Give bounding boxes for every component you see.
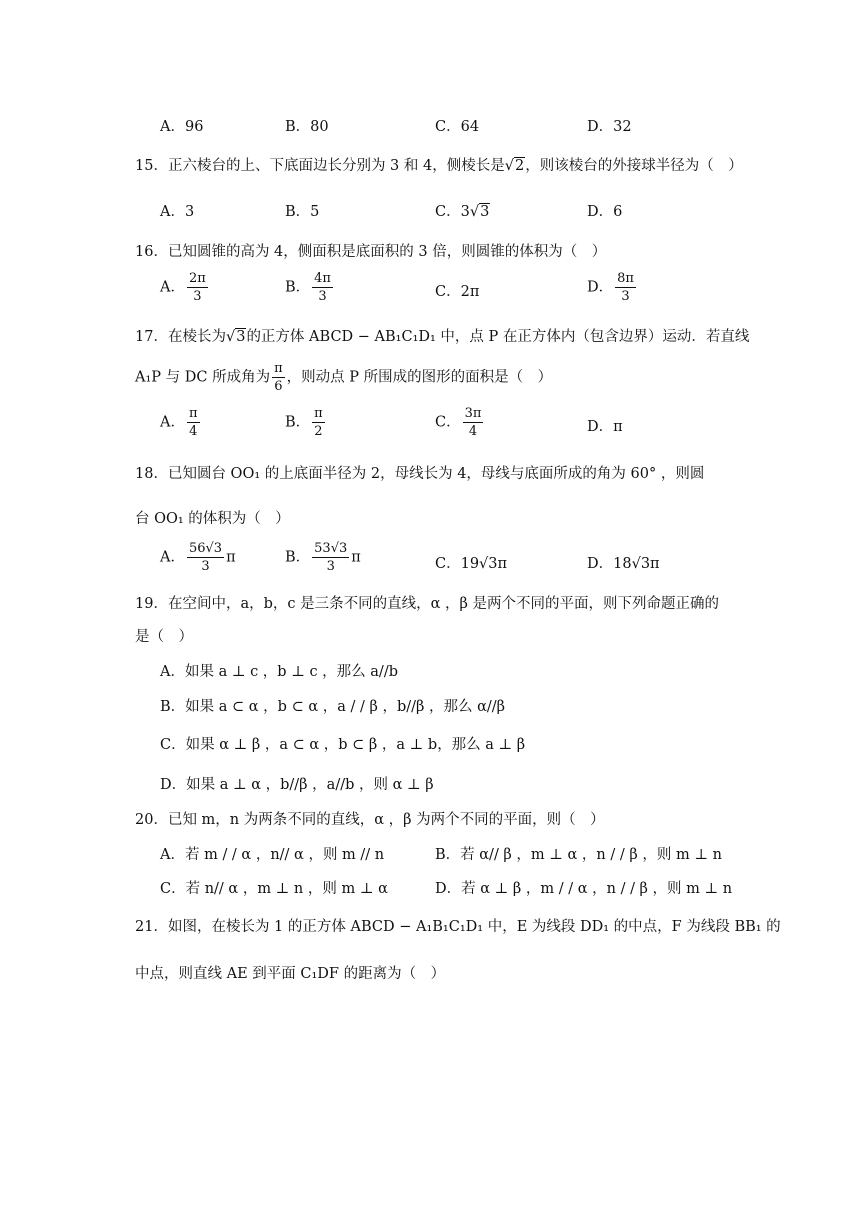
- q14-option-c: C．64: [435, 119, 480, 135]
- q16-option-b: [285, 270, 335, 305]
- q17-line2-pre: A₁P 与 DC 所成角为: [135, 369, 271, 386]
- fraction-denominator: 3: [201, 559, 210, 574]
- q21-line1: 21．如图，在棱长为 1 的正方体 ABCD − A₁B₁C₁D₁ 中，E 为线段 DD₁ 的中点，F 为线段 BB₁ 的: [135, 919, 781, 935]
- q17-option-a-fraction: [187, 405, 200, 440]
- q18-option-b-fraction: [312, 540, 349, 575]
- q18-option-a: [160, 540, 236, 575]
- q17-line2-fraction: [272, 360, 285, 395]
- q17-option-b: [285, 405, 327, 440]
- q16-option-a-label: A．: [160, 279, 185, 296]
- q17-line1: 17．在棱长为√3的正方体 ABCD − AB₁C₁D₁ 中，点 P 在正方体内（包含边界）运动．若直线: [135, 329, 750, 345]
- q16-option-a-fraction: [187, 270, 208, 305]
- q18-line2: 台 OO₁ 的体积为（ ）: [135, 511, 290, 527]
- q17-option-c-label: C．: [435, 414, 461, 431]
- q15-stem-radicand: 2: [514, 158, 525, 174]
- q18-option-d: D．18√3π: [587, 556, 660, 572]
- fraction-denominator: 6: [274, 379, 283, 394]
- q18-option-b-tail: π: [351, 549, 361, 566]
- q18-option-b-label: B．: [285, 549, 311, 566]
- q17-option-a: [160, 405, 202, 440]
- fraction-denominator: 3: [318, 289, 327, 304]
- fraction-numerator: π: [188, 406, 198, 421]
- q17-option-d: D．π: [587, 419, 623, 435]
- q18-option-b: [285, 540, 361, 575]
- q19-line1: 19．在空间中，a，b，c 是三条不同的直线，α ，β 是两个不同的平面，则下列命题正确的: [135, 596, 719, 612]
- q20-option-b: B．若 α// β ，m ⊥ α ，n / / β ，则 m ⊥ n: [435, 847, 722, 863]
- q14-option-b: B．80: [285, 119, 329, 135]
- q17-line1-post: 的正方体 ABCD − AB₁C₁D₁ 中，点 P 在正方体内（包含边界）运动．若直线: [246, 329, 750, 345]
- fraction-denominator: 2: [314, 424, 323, 439]
- q15-option-c-text: C．3: [435, 204, 470, 220]
- fraction-numerator: 4π: [314, 271, 331, 286]
- q15-stem-post: ，则该棱台的外接球半径为（ ）: [525, 158, 743, 174]
- q19-option-c: [160, 733, 525, 754]
- q20-option-d: D．若 α ⊥ β ，m / / α ，n / / β ，则 m ⊥ n: [435, 881, 733, 897]
- q16-option-d-fraction: [615, 270, 636, 305]
- q18-option-a-fraction: [187, 540, 224, 575]
- q17-option-b-fraction: [312, 405, 325, 440]
- q14-option-d: D．32: [587, 119, 632, 135]
- q19-option-c-post: ，那么 a ⊥ β: [437, 737, 526, 753]
- fraction-numerator: 2π: [188, 271, 206, 286]
- q18-option-a-label: A．: [160, 549, 185, 566]
- q19-option-c-mid: a ⊥ b: [396, 737, 438, 753]
- fraction-denominator: 3: [326, 559, 335, 574]
- q17-option-c: [435, 405, 485, 440]
- q16-option-d: [587, 270, 638, 305]
- q20-option-c: C．若 n// α ，m ⊥ n ，则 m ⊥ α: [160, 881, 388, 897]
- q16-stem: 16．已知圆锥的高为 4，侧面积是底面积的 3 倍，则圆锥的体积为（ ）: [135, 244, 607, 260]
- q14-option-a: A．96: [160, 119, 204, 135]
- q15-option-c-radicand: 3: [480, 204, 490, 220]
- q20-option-a: A．若 m / / α ，n// α ，则 m // n: [160, 847, 385, 863]
- fraction-denominator: 4: [468, 424, 478, 439]
- q16-option-c: C．2π: [435, 284, 480, 300]
- fraction-denominator: 3: [621, 289, 630, 304]
- q18-option-c: C．19√3π: [435, 556, 508, 572]
- q15-option-b: B．5: [285, 204, 320, 220]
- q19-option-b: B．如果 a ⊂ α ，b ⊂ α ，a / / β ，b//β ，那么 α//β: [160, 699, 506, 715]
- q17-line1-pre: 17．在棱长为: [135, 329, 226, 345]
- fraction-numerator: π: [274, 361, 283, 376]
- q15-option-a: A．3: [160, 204, 195, 220]
- q15-option-c: C．3√3: [435, 204, 490, 220]
- q21-line2: 中点，则直线 AE 到平面 C₁DF 的距离为（ ）: [135, 966, 446, 982]
- q17-option-c-fraction: [463, 405, 484, 440]
- q18-option-a-tail: π: [226, 549, 236, 566]
- q17-line1-radicand: 3: [236, 329, 246, 345]
- fraction-numerator: 56√3: [188, 541, 223, 556]
- q17-line2: [135, 360, 552, 395]
- fraction-denominator: 4: [189, 424, 198, 439]
- q16-option-a: [160, 270, 210, 305]
- fraction-numerator: π: [314, 406, 323, 421]
- q15-stem-pre: 15．正六棱台的上、下底面边长分别为 3 和 4，侧棱长是: [135, 158, 505, 174]
- q19-option-a: A．如果 a ⊥ c ，b ⊥ c ，那么 a//b: [160, 664, 398, 680]
- q17-line2-post: ，则动点 P 所围成的图形的面积是（ ）: [286, 369, 553, 386]
- q19-option-d: D．如果 a ⊥ α ，b//β ，a//b ，则 α ⊥ β: [160, 777, 434, 793]
- q16-option-b-fraction: [312, 270, 333, 305]
- q15-option-d: D．6: [587, 204, 623, 220]
- q20-stem: 20．已知 m，n 为两条不同的直线，α ，β 为两个不同的平面，则（ ）: [135, 812, 605, 828]
- q16-option-d-label: D．: [587, 279, 614, 296]
- q18-line1: 18．已知圆台 OO₁ 的上底面半径为 2，母线长为 4，母线与底面所成的角为 60° ，则圆: [135, 466, 705, 482]
- fraction-numerator: 3π: [464, 406, 482, 421]
- fraction-numerator: 8π: [617, 271, 634, 286]
- q17-option-b-label: B．: [285, 414, 311, 431]
- q16-option-b-label: B．: [285, 279, 311, 296]
- q17-option-a-label: A．: [160, 414, 185, 431]
- fraction-denominator: 3: [193, 289, 202, 304]
- q15-stem: 15．正六棱台的上、下底面边长分别为 3 和 4，侧棱长是√2，则该棱台的外接球半径为（ ）: [135, 158, 743, 174]
- fraction-numerator: 53√3: [314, 541, 348, 556]
- q19-line2: 是（ ）: [135, 629, 193, 645]
- q19-option-c-pre: C．如果 α ⊥ β ，a ⊂ α ，b ⊂ β ，: [160, 737, 397, 753]
